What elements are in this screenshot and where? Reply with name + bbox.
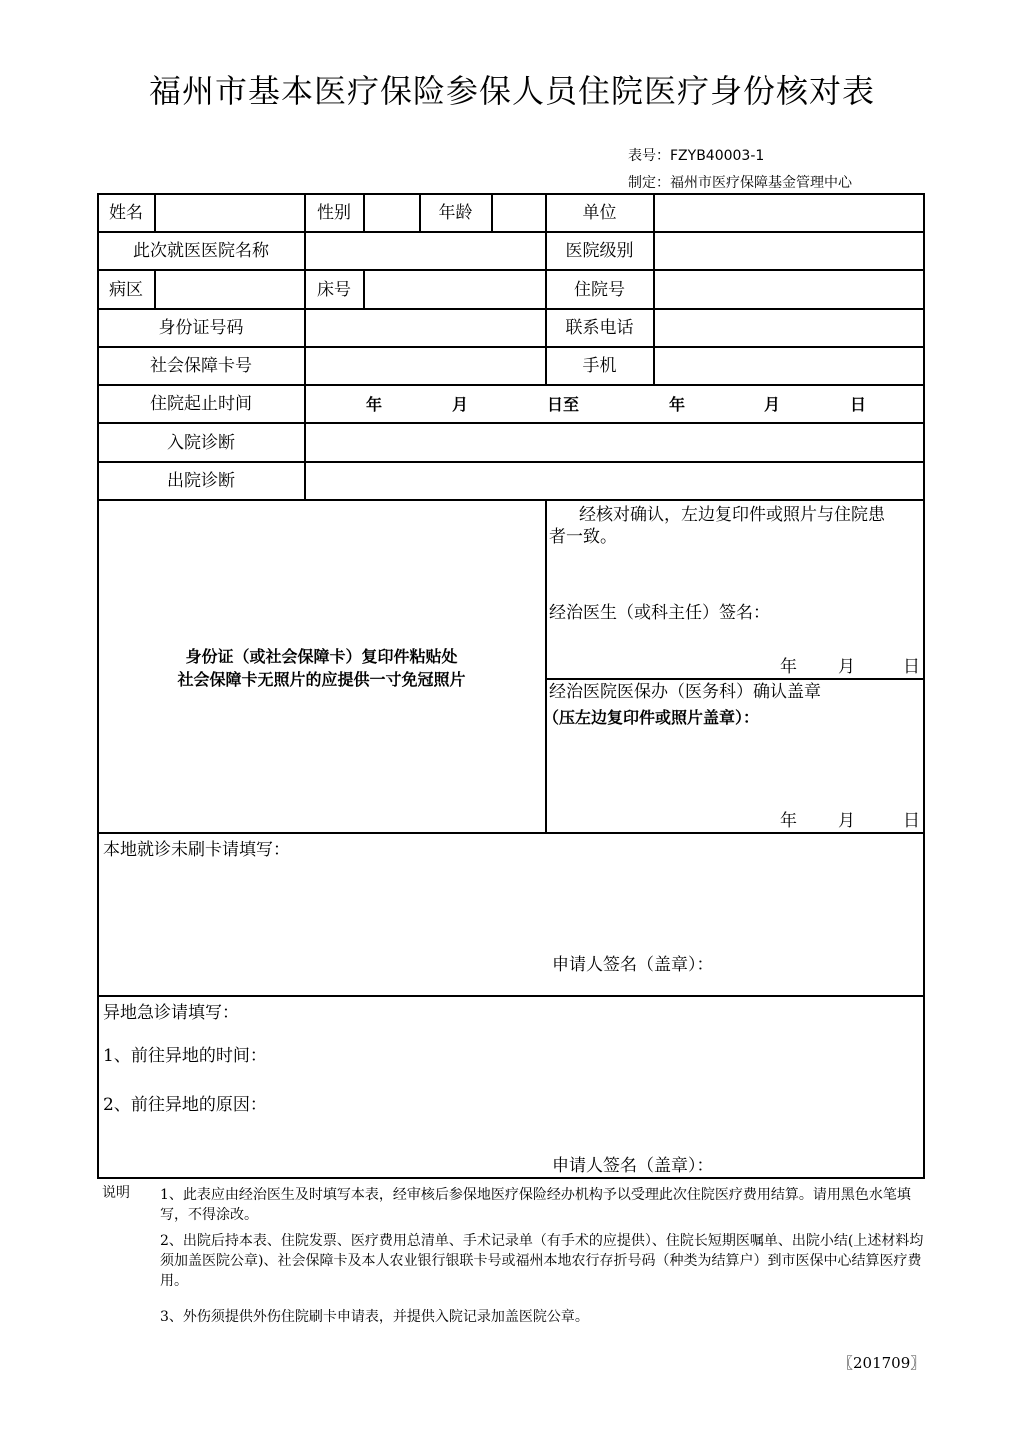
label-hospital-level: 医院级别: [565, 241, 634, 261]
confirm-text-1: 经核对确认，左边复印件或照片与住院患: [579, 505, 885, 525]
label-gender: 性别: [317, 203, 351, 223]
note-2: 2、出院后持本表、住院发票、医疗费用总清单、手术记录单（有手术的应提供）、住院长短期医嘱单、出院小结(上述材料均须加盖医院公章)、社会保障卡及本人农业银行银联卡号或福州本地农行存折号码（种类为结算户）到市医保中心结算医疗费用。: [160, 1233, 924, 1289]
label-phone: 联系电话: [565, 318, 634, 338]
label-mobile: 手机: [582, 356, 617, 376]
seal-label: 经治医院医保办（医务科）确认盖章: [549, 682, 821, 702]
date-year-start: 年: [366, 395, 383, 414]
confirm-text-2: 者一致。: [549, 527, 617, 547]
photo-requirement-label: 社会保障卡无照片的应提供一寸免冠照片: [177, 670, 466, 689]
form-table: [97, 193, 925, 1179]
doctor-sign-label: 经治医生（或科主任）签名：: [549, 603, 770, 623]
label-name: 姓名: [109, 203, 143, 223]
remote-reason: 2、前往异地的原因：: [103, 1095, 267, 1115]
label-hospital-name: 此次就医医院名称: [133, 241, 269, 261]
doctor-sign-day: 日: [903, 657, 920, 677]
doctor-sign-month: 月: [838, 657, 855, 677]
seal-year: 年: [780, 811, 797, 831]
label-age: 年龄: [438, 203, 473, 223]
date-day-end: 日: [850, 395, 867, 414]
label-stay-period: 住院起止时间: [150, 394, 252, 414]
form-number: 表号：FZYB40003-1: [628, 148, 765, 164]
form-version-code: 〖201709〗: [838, 1354, 926, 1372]
label-bed: 床号: [317, 280, 351, 300]
label-admit-diag: 入院诊断: [167, 433, 235, 453]
local-heading: 本地就诊未刷卡请填写：: [103, 840, 290, 860]
date-year-end: 年: [669, 395, 686, 414]
form-title: 福州市基本医疗保险参保人员住院医疗身份核对表: [148, 72, 875, 110]
seal-day: 日: [903, 811, 920, 831]
label-unit: 单位: [582, 203, 617, 223]
label-ss-card: 社会保障卡号: [150, 356, 252, 376]
seal-month: 月: [838, 811, 855, 831]
label-discharge-diag: 出院诊断: [167, 471, 235, 491]
date-month-start: 月: [452, 395, 469, 414]
form-issuer: 制定：福州市医疗保障基金管理中心: [628, 175, 852, 191]
date-day-to: 日至: [547, 395, 580, 414]
remote-heading: 异地急诊请填写：: [103, 1003, 239, 1023]
date-month-end: 月: [764, 395, 781, 414]
photo-paste-label: 身份证（或社会保障卡）复印件粘贴处: [185, 647, 458, 666]
note-1: 1、此表应由经治医生及时填写本表，经审核后参保地医疗保险经办机构予以受理此次住院医疗费用结算。请用黑色水笔填写，不得涂改。: [160, 1187, 911, 1223]
seal-note: （压左边复印件或照片盖章）：: [543, 708, 760, 727]
label-admission-no: 住院号: [574, 280, 625, 300]
label-id-no: 身份证号码: [158, 318, 244, 338]
remote-applicant-sign: 申请人签名（盖章）：: [552, 1156, 714, 1176]
note-3: 3、外伤须提供外伤住院刷卡申请表，并提供入院记录加盖医院公章。: [160, 1309, 589, 1325]
remote-time: 1、前往异地的时间：: [103, 1046, 267, 1066]
label-ward: 病区: [109, 280, 143, 300]
notes-label: 说明: [102, 1185, 130, 1201]
doctor-sign-year: 年: [780, 657, 797, 677]
local-applicant-sign: 申请人签名（盖章）：: [552, 955, 714, 975]
